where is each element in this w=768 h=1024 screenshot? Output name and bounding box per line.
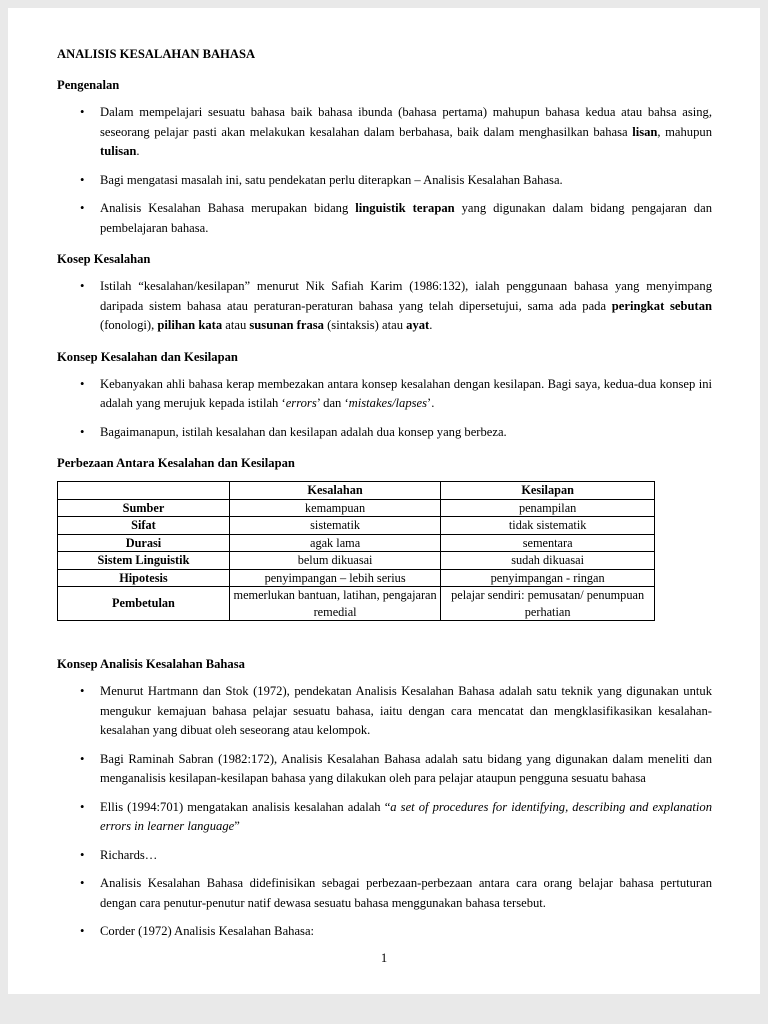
text-run: ayat [406, 318, 430, 332]
page-number: 1 [380, 951, 388, 965]
text-run: Bagi mengatasi masalah ini, satu pendekatan perlu diterapkan – Analisis Kesalahan Bahasa. [100, 172, 563, 187]
text-run: lisan [632, 124, 658, 139]
document-body [57, 77, 712, 942]
text-run: Bagi Raminah Sabran (1982:172), Analisis Kesalahan Bahasa adalah satu bidang yang digunakan dalam meneliti dan menganalisis kesilapan-kesilapan bahasa yang dilakukan oleh para pelajar ataupun pengguna sesuatu bahasa [100, 751, 712, 785]
text-run: . [136, 144, 140, 158]
table-row-label: Sistem Linguistik [58, 552, 230, 570]
text-run: . [429, 318, 433, 332]
text-run: Kebanyakan ahli bahasa kerap membezakan antara konsep kesalahan dengan kesilapan. Bagi saya, kedua-dua konsep ini adalah yang merujuk kepada istilah ‘ [100, 376, 712, 410]
bullet-item [57, 682, 712, 741]
text-run: (fonologi), [100, 318, 158, 332]
comparison-table [57, 481, 655, 621]
bullet-item [57, 922, 712, 942]
table-cell: sudah dikuasai [441, 552, 655, 570]
bullet-item [57, 375, 712, 414]
bullet-list [57, 277, 712, 336]
text-run: , mahupun [657, 124, 712, 139]
bullet-marker: • [80, 172, 85, 187]
table-spacer [57, 629, 712, 643]
table-cell: kemampuan [229, 499, 440, 517]
text-run: Analisis Kesalahan Bahasa merupakan bidang [100, 201, 356, 215]
table-cell: penampilan [441, 499, 655, 517]
text-run: Corder (1972) Analisis Kesalahan Bahasa: [100, 924, 315, 938]
bullet-marker: • [80, 751, 85, 766]
text-run: Bagaimanapun, istilah kesalahan dan kesilapan adalah dua konsep yang berbeza. [100, 424, 507, 439]
section-heading: Pengenalan [57, 78, 120, 92]
bullet-list [57, 103, 712, 238]
bullet-marker: • [80, 105, 85, 119]
text-run: (sintaksis) atau [323, 318, 407, 332]
table-row [58, 499, 655, 517]
bullet-item [57, 199, 712, 238]
text-run: Analisis Kesalahan Bahasa didefinisikan sebagai perbezaan-perbezaan antara cara orang belajar bahasa pertuturan dengan cara penutur-penutur natif dewasa sesuatu bahasa menggunakan bahasa tersebut. [100, 876, 712, 910]
text-run: susunan frasa [249, 318, 324, 332]
text-run: linguistik terapan [355, 201, 455, 215]
text-run: tulisan [100, 144, 137, 158]
bullet-item [57, 798, 712, 837]
table-body [58, 499, 655, 621]
document-page [8, 8, 760, 994]
section-heading: Perbezaan Antara Kesalahan dan Kesilapan [57, 456, 295, 470]
bullet-marker: • [80, 847, 85, 862]
table-header-cell: Kesilapan [441, 482, 655, 500]
bullet-item [57, 103, 712, 162]
bullet-marker: • [80, 876, 85, 890]
table-row-label: Pembetulan [58, 587, 230, 621]
text-run: errors [285, 396, 317, 410]
bullet-item [57, 874, 712, 913]
text-run: Dalam mempelajari sesuatu bahasa baik bahasa ibunda (bahasa pertama) mahupun bahasa kedua atau bahsa asing, seseorang pelajar pasti akan melakukan kesalahan dalam berbahasa, baik dalam menghasilkan bahasa [100, 105, 712, 139]
table-row [58, 552, 655, 570]
table-cell: tidak sistematik [441, 517, 655, 535]
table-row-label: Sumber [58, 499, 230, 517]
bullet-marker: • [80, 376, 85, 391]
table-row [58, 569, 655, 587]
bullet-item [57, 171, 712, 191]
table-head [58, 482, 655, 500]
table-row-label: Hipotesis [58, 569, 230, 587]
bullet-marker: • [80, 924, 85, 938]
text-run: Menurut Hartmann dan Stok (1972), pendekatan Analisis Kesalahan Bahasa adalah satu teknik yang digunakan untuk mengukur kemajuan bahasa pelajar sesuatu bahasa, iaitu dengan cara mencatat dan mengklasifikasikan kesalahan-kesalahan yang dibuat oleh seseorang atau kelompok. [100, 684, 712, 737]
bullet-list [57, 682, 712, 942]
section-heading: Konsep Analisis Kesalahan Bahasa [57, 657, 245, 671]
text-run: Istilah “kesalahan/kesilapan” menurut Nik Safiah Karim (1986:132), ialah penggunaan bahasa yang menyimpang daripada sistem bahasa atau peraturan-peraturan bahasa yang telah dipersetujui, sama ada pada [100, 279, 712, 313]
bullet-marker: • [80, 201, 85, 215]
text-run: ” [234, 819, 240, 833]
bullet-marker: • [80, 799, 85, 814]
bullet-marker: • [80, 684, 85, 698]
bullet-item [57, 277, 712, 336]
text-run: Ellis (1994:701) mengatakan analisis kesalahan adalah “ [100, 799, 391, 814]
table-cell: penyimpangan – lebih serius [229, 569, 440, 587]
text-run: yang digunakan dalam bidang pengajaran dan pembelajaran bahasa. [100, 201, 712, 235]
table-cell: memerlukan bantuan, latihan, pengajaran remedial [229, 587, 440, 621]
bullet-item [57, 750, 712, 789]
section-heading: Konsep Kesalahan dan Kesilapan [57, 349, 238, 364]
text-run: ’. [427, 396, 435, 410]
bullet-marker: • [80, 279, 85, 293]
table-cell: agak lama [229, 534, 440, 552]
text-run: Richards… [100, 847, 158, 862]
text-run: mistakes/lapses [348, 396, 428, 410]
table-cell: sementara [441, 534, 655, 552]
text-run: ’ dan ‘ [316, 396, 349, 410]
table-cell: pelajar sendiri: pemusatan/ penumpuan perhatian [441, 587, 655, 621]
table-row [58, 517, 655, 535]
table-row [58, 534, 655, 552]
table-header-cell [58, 482, 230, 500]
text-run: peringkat sebutan [611, 298, 712, 313]
table-header-cell: Kesalahan [229, 482, 440, 500]
table-row-label: Durasi [58, 534, 230, 552]
table-row [58, 587, 655, 621]
bullet-item [57, 846, 712, 866]
bullet-list [57, 375, 712, 443]
text-run: pilihan kata [157, 318, 223, 332]
section-heading: Kosep Kesalahan [57, 252, 151, 266]
document-title: ANALISIS KESALAHAN BAHASA [57, 47, 256, 61]
table-cell: sistematik [229, 517, 440, 535]
table-row-label: Sifat [58, 517, 230, 535]
table-cell: penyimpangan - ringan [441, 569, 655, 587]
table-cell: belum dikuasai [229, 552, 440, 570]
text-run: a set of procedures for identifying, describing and explanation errors in learner language [100, 799, 712, 833]
table-header-row [58, 482, 655, 500]
text-run: atau [222, 318, 250, 332]
bullet-item [57, 423, 712, 443]
bullet-marker: • [80, 424, 85, 439]
